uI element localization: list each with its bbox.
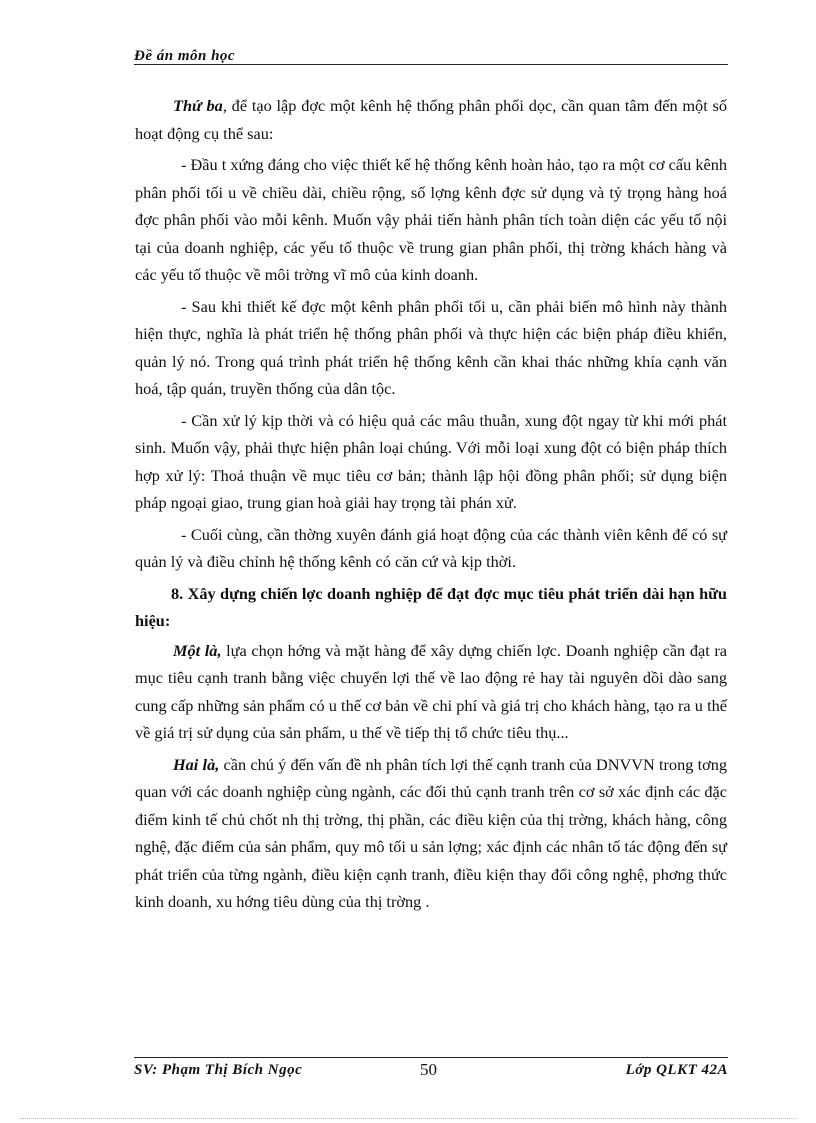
page-number: 50 <box>420 1060 437 1079</box>
paragraph-lead: Hai là, <box>173 754 220 774</box>
section-heading-8 <box>135 580 727 635</box>
paragraph-lead: Một là, <box>173 640 222 660</box>
paragraph-lead: Thứ ba <box>173 96 223 115</box>
footer-class: Lớp QLKT 42A <box>625 1062 728 1078</box>
paragraph-mot-la <box>135 637 727 747</box>
paragraph-text: cần chú ý đến vấn đề nh phân tích lợi thế cạnh tranh của DNVVN trong tơng quan với các doanh nghiệp cùng ngành, các đối thủ cạnh tranh trên cơ sở xác định các đặc điểm kinh tế chủ chốt nh thị trờng, thị phần, các điều kiện của thị trờng, khách hàng, công nghệ, đặc điểm của sản phẩm, quy mô tối u sản lợng; xác định các nhân tố tác động đến sự phát triển của từng ngành, điều kiện cạnh tranh, điều kiện thay đổi công nghệ, phơng thức kinh doanh, xu hớng tiêu dùng của thị trờng . <box>135 754 727 911</box>
paragraph-text: lựa chọn hớng và mặt hàng để xây dựng chiến lợc. Doanh nghiệp cần đạt ra mục tiêu cạnh tranh bằng việc chuyển lợi thế về lao động rẻ hay tài nguyên dồi dào sang cung cấp những sản phẩm có u thế cơ bản về chi phí và giá trị cho khách hàng, tạo ra u thế về giá trị sử dụng của sản phẩm, u thế về tiếp thị tổ chức tiêu thụ... <box>135 640 727 742</box>
bullet-paragraph-1: - Đầu t xứng đáng cho việc thiết kế hệ thống kênh hoàn hảo, tạo ra một cơ cấu kênh phân phối tối u về chiều dài, chiều rộng, số lợng kênh đợc sử dụng và tỷ trọng hàng hoá đợc phân phối vào mỗi kênh. Muốn vậy phải tiến hành phân tích toàn diện các yếu tố nội tại của doanh nghiệp, các yếu tố thuộc về trung gian phân phối, thị trờng khách hàng và các yếu tố thuộc về môi trờng vĩ mô của kinh doanh. <box>135 155 727 284</box>
paragraph-text: , để tạo lập đợc một kênh hệ thống phân phối dọc, cần quan tâm đến một số hoạt động cụ thể sau: <box>135 96 727 143</box>
document-body <box>135 92 727 920</box>
bullet-paragraph-3: - Cần xử lý kịp thời và có hiệu quả các mâu thuẫn, xung đột ngay từ khi mới phát sinh. Muốn vậy, phải thực hiện phân loại chúng. Với mỗi loại xung đột có biện pháp thích hợp xử lý: Thoả thuận về mục tiêu cơ bản; thành lập hội đồng phân phối; sử dụng biện pháp ngoại giao, trung gian hoà giải hay trọng tài phán xử. <box>135 410 727 512</box>
section-title: . Xây dựng chiến lợc doanh nghiệp để đạt đợc mục tiêu phát triển dài hạn hữu hiệu: <box>135 583 727 630</box>
header-divider <box>134 64 728 65</box>
paragraph-hai-la <box>135 751 727 916</box>
header-title: Đề án môn học <box>134 48 236 64</box>
footer-divider <box>134 1057 728 1058</box>
footer-author: SV: Phạm Thị Bích Ngọc <box>134 1062 303 1078</box>
page-edge <box>20 1118 796 1119</box>
section-number: 8 <box>171 583 180 603</box>
paragraph-thu-ba <box>135 92 727 147</box>
bullet-paragraph-4: - Cuối cùng, cần thờng xuyên đánh giá hoạt động của các thành viên kênh để có sự quản lý và điều chỉnh hệ thống kênh có căn cứ và kịp thời. <box>135 524 727 571</box>
bullet-paragraph-2: - Sau khi thiết kế đợc một kênh phân phối tối u, cần phải biến mô hình này thành hiện thực, nghĩa là phát triển hệ thống phân phối và thực hiện các biện pháp điều khiển, quản lý nó. Trong quá trình phát triển hệ thống kênh cần khai thác những khía cạnh văn hoá, tập quán, truyền thống của dân tộc. <box>135 296 727 398</box>
